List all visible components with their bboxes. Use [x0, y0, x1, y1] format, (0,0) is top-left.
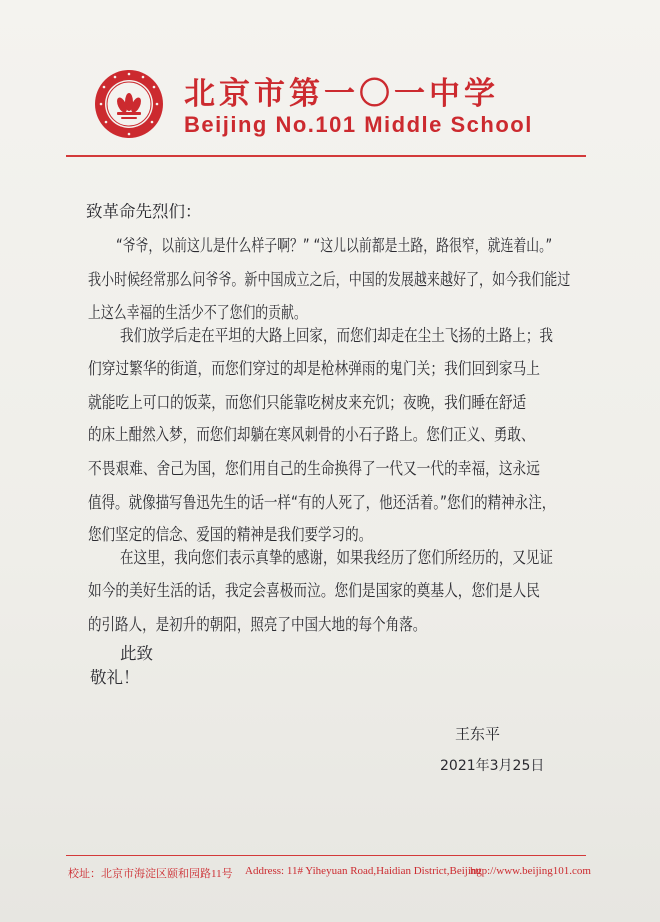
letter-body-line: 您们坚定的信念、爱国的精神是我们要学习的。: [88, 525, 373, 544]
letter-body-line: 们穿过繁华的街道，而您们穿过的却是枪林弹雨的鬼门关；我们回到家马上: [88, 359, 540, 378]
letter-body-line: 我们放学后走在平坦的大路上回家，而您们却走在尘土飞扬的土路上；我: [120, 326, 553, 345]
letter-body-line: 值得。就像描写鲁迅先生的话一样“有的人死了，他还活着。”您们的精神永注，: [88, 493, 556, 512]
letter-closing-1: 此致: [120, 644, 153, 663]
school-name-en: Beijing No.101 Middle School: [184, 112, 533, 137]
letter-body-line: 在这里，我向您们表示真挚的感谢，如果我经历了您们所经历的，又见证: [120, 548, 553, 567]
letter-body-line: 就能吃上可口的饭菜，而您们只能靠吃树皮来充饥；夜晚，我们睡在舒适: [88, 393, 527, 412]
footer-address-cn: 校址：北京市海淀区颐和园路11号: [68, 868, 233, 880]
letter-date: 2021年3月25日: [440, 758, 545, 774]
footer-website: http://www.beijing101.com: [470, 865, 591, 877]
letter-signature: 王东平: [455, 725, 501, 743]
letter-body-line: “爷爷，以前这儿是什么样子啊？” “这儿以前都是土路，路很窄，就连着山。”: [116, 236, 553, 255]
letter-body-line: 的引路人，是初升的朝阳，照亮了中国大地的每个角落。: [88, 615, 427, 634]
letter-body-line: 我小时候经常那么问爷爷。新中国成立之后，中国的发展越来越好了，如今我们能过: [88, 270, 571, 289]
letter-closing-2: 敬礼！: [90, 668, 140, 687]
letter-body-line: 的床上酣然入梦，而您们却躺在寒风刺骨的小石子路上。您们正义、勇敢、: [88, 425, 535, 444]
letter-body-line: 不畏艰难、舍己为国，您们用自己的生命换得了一代又一代的幸福，这永远: [88, 459, 540, 478]
letter-body-line: 上这么幸福的生活少不了您们的贡献。: [88, 303, 307, 322]
letter-body-line: 如今的美好生活的话，我定会喜极而泣。您们是国家的奠基人，您们是人民: [88, 581, 540, 600]
letter-salutation: 致革命先烈们：: [86, 202, 202, 221]
footer-divider: [66, 855, 586, 856]
footer-address-en: Address: 11# Yiheyuan Road,Haidian District,Beijing: [245, 865, 482, 877]
school-name-cn: 北京市第一〇一中学: [184, 76, 499, 112]
